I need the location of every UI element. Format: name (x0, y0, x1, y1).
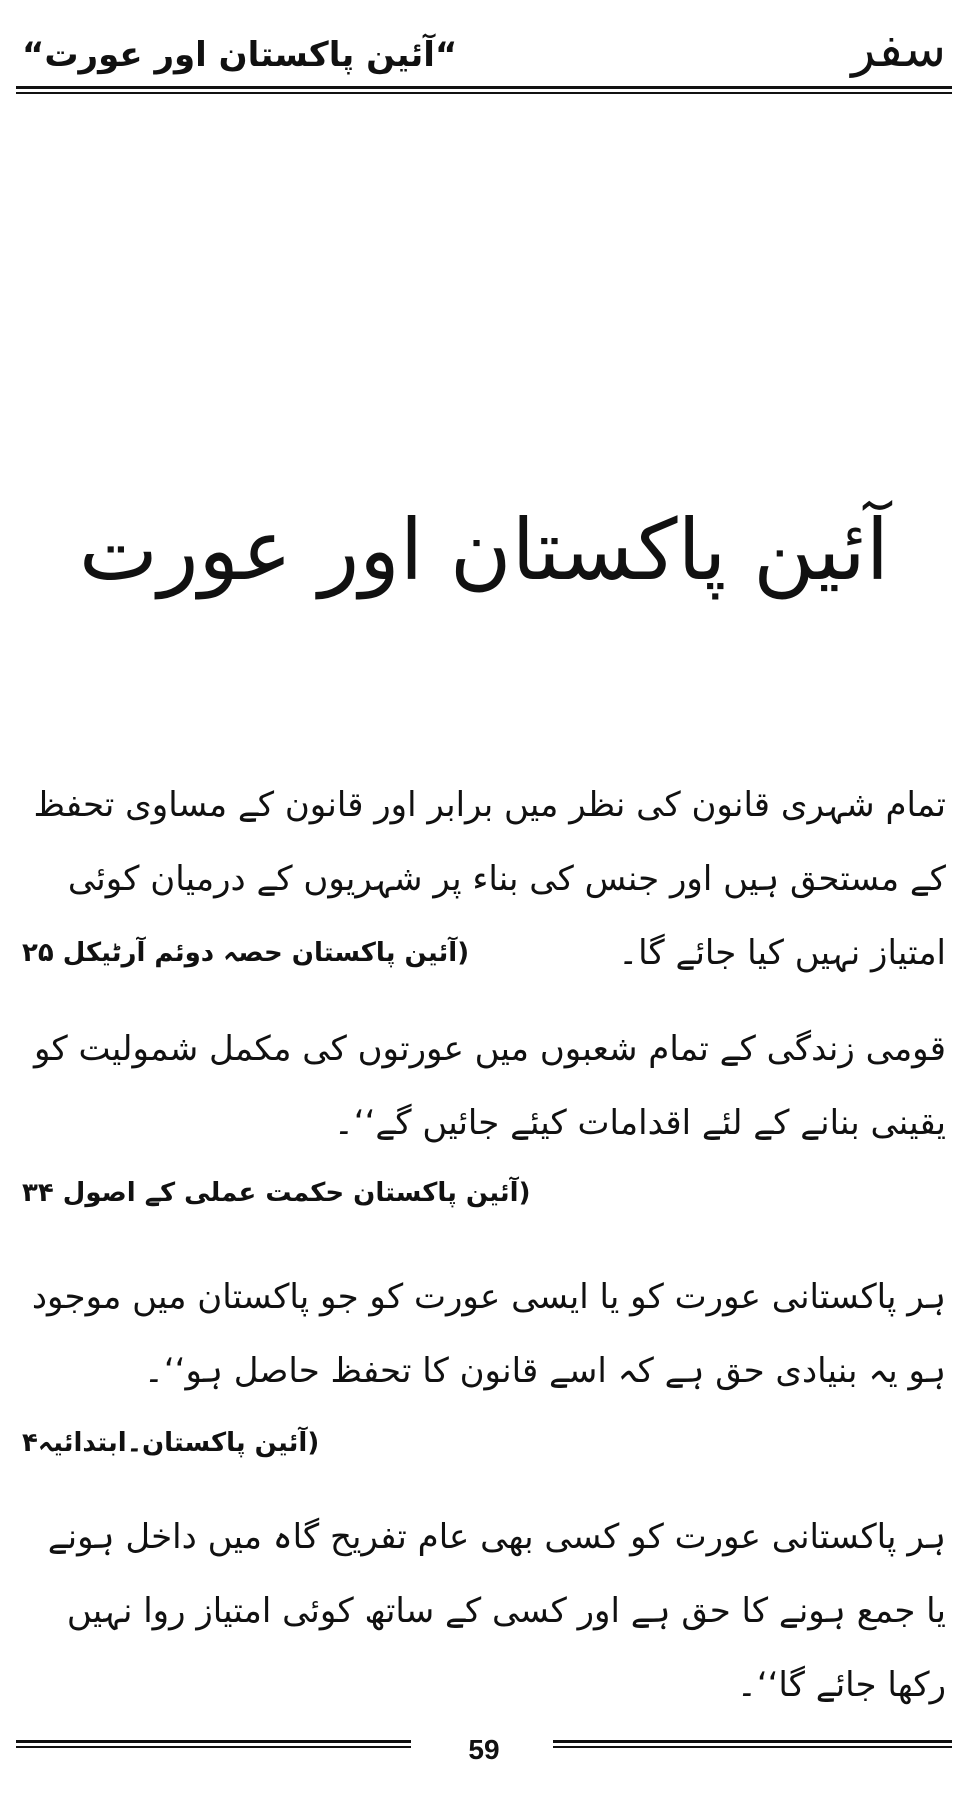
footer-rule-right-thick (553, 1740, 952, 1743)
book-title: سفر (851, 20, 946, 78)
paragraph: ہر پاکستانی عورت کو کسی بھی عام تفریح گاہ میں داخل ہونے یا جمع ہونے کا حق ہے اور کسی کے ساتھ کوئی امتیاز روا نہیں رکھا جائے گا‘‘۔ (47, 1517, 946, 1705)
footer-rule-right-thin (553, 1746, 952, 1748)
page-title: آئین پاکستان اور عورت (78, 501, 890, 599)
paragraph: تمام شہری قانون کی نظر میں برابر اور قانون کے مساوی تحفظ کے مستحق ہیں اور جنس کی بناء پر شہریوں کے درمیان کوئی امتیاز نہیں کیا جائے گا۔ (33, 785, 946, 973)
running-title: “آئین پاکستان اور عورت“ (22, 35, 458, 75)
paragraph: قومی زندگی کے تمام شعبوں میں عورتوں کی مکمل شمولیت کو یقینی بنانے کے لئے اقدامات کیئے جائیں گے‘‘۔ (33, 1029, 946, 1143)
citation: (آئین پاکستان حصہ دوئم آرٹیکل ۲۵ (22, 938, 470, 968)
header-rule-thin (16, 92, 952, 94)
paragraph: ہر پاکستانی عورت کو یا ایسی عورت کو جو پاکستان میں موجود ہو یہ بنیادی حق ہے کہ اسے قانون کا تحفظ حاصل ہو‘‘۔ (31, 1277, 946, 1391)
citation: (آئین پاکستان حکمت عملی کے اصول ۳۴ (22, 1178, 531, 1208)
header-rule-thick (16, 86, 952, 89)
page-number: 59 (468, 1734, 500, 1765)
citation: (آئین پاکستان۔ابتدائیہ۴ (22, 1428, 320, 1458)
